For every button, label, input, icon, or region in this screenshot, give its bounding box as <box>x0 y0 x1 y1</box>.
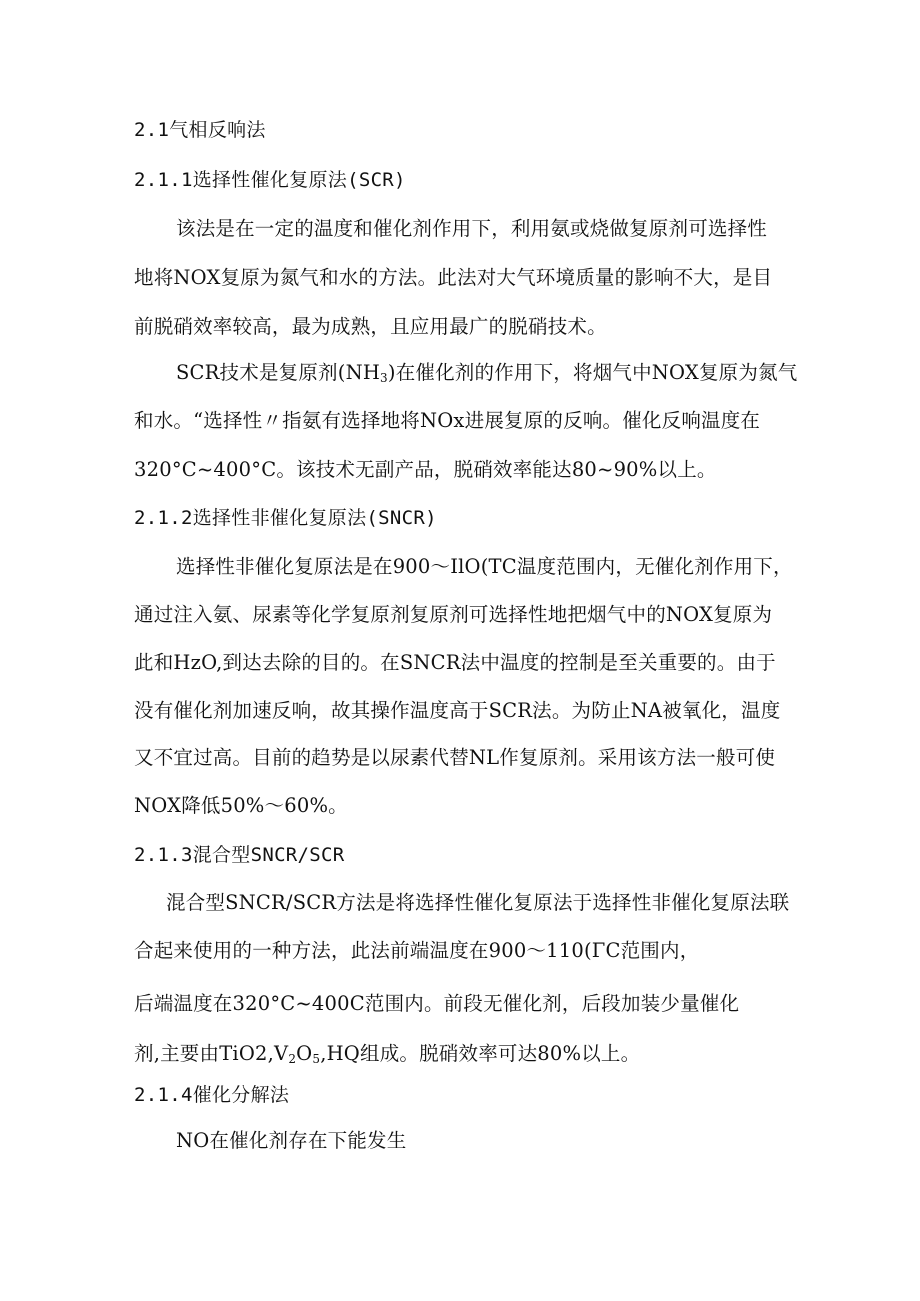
hybrid-text: O <box>296 1042 313 1065</box>
scr-paragraph-line: 该法是在一定的温度和催化剂作用下，利用氨或烧做复原剂可选择性 <box>176 217 768 240</box>
hybrid-text: ,HQ组成。脱硝效率可达80%以上。 <box>320 1042 641 1065</box>
heading-2-1-3: 2.1.3混合型SNCR/SCR <box>134 844 345 866</box>
hybrid-text: 剂,主要由TiO2,V <box>134 1042 289 1065</box>
hybrid-paragraph-line: 混合型SNCR/SCR方法是将选择性催化复原法于选择性非催化复原法联 <box>166 891 790 914</box>
decomposition-paragraph-line: NO在催化剂存在下能发生 <box>176 1129 407 1152</box>
sncr-paragraph-line: 通过注入氨、尿素等化学复原剂复原剂可选择性地把烟气中的NOX复原为 <box>134 603 773 626</box>
scr-technology-line: 320°C~400°C。该技术无副产品，脱硝效率能达80~90%以上。 <box>134 458 717 481</box>
hybrid-paragraph-line <box>134 1042 640 1066</box>
scr-paragraph-line: 地将NOX复原为氮气和水的方法。此法对大气环境质量的影响不大，是目 <box>134 266 773 289</box>
heading-2-1-2: 2.1.2选择性非催化复原法(SNCR) <box>134 507 437 529</box>
sncr-paragraph-line: 又不宜过高。目前的趋势是以尿素代替NL作复原剂。采用该方法一般可使 <box>134 746 776 769</box>
heading-2-1-4: 2.1.4催化分解法 <box>134 1084 290 1106</box>
sncr-paragraph-line: 此和HzO,到达去除的目的。在SNCR法中温度的控制是至关重要的。由于 <box>134 651 776 674</box>
heading-2-1: 2.1气相反响法 <box>134 119 266 141</box>
scr-text: )在催化剂的作用下，将烟气中NOX复原为氮气 <box>387 361 798 384</box>
subscript: 5 <box>312 1052 321 1066</box>
scr-paragraph-line: 前脱硝效率较高，最为成熟，且应用最广的脱硝技术。 <box>134 315 607 338</box>
scr-text: SCR技术是复原剂(NH <box>176 361 381 384</box>
subscript: 2 <box>288 1052 297 1066</box>
subscript: 3 <box>380 371 388 385</box>
scr-technology-line <box>176 361 798 385</box>
sncr-paragraph-line: 没有催化剂加速反响，故其操作温度高于SCR法。为防止NA被氧化，温度 <box>134 699 781 722</box>
hybrid-paragraph-line: 合起来使用的一种方法，此法前端温度在900～110(ΓC范围内， <box>134 939 700 962</box>
heading-2-1-1: 2.1.1选择性催化复原法(SCR) <box>134 169 406 191</box>
sncr-paragraph-line: 选择性非催化复原法是在900～IlO(TC温度范围内，无催化剂作用下， <box>176 555 793 578</box>
scr-technology-line: 和水。“选择性〃指氨有选择地将NOx进展复原的反响。催化反响温度在 <box>134 409 761 432</box>
hybrid-paragraph-line: 后端温度在320°C~400C范围内。前段无催化剂，后段加装少量催化 <box>134 992 740 1015</box>
sncr-paragraph-line: NOX降低50%～60%。 <box>134 794 348 817</box>
